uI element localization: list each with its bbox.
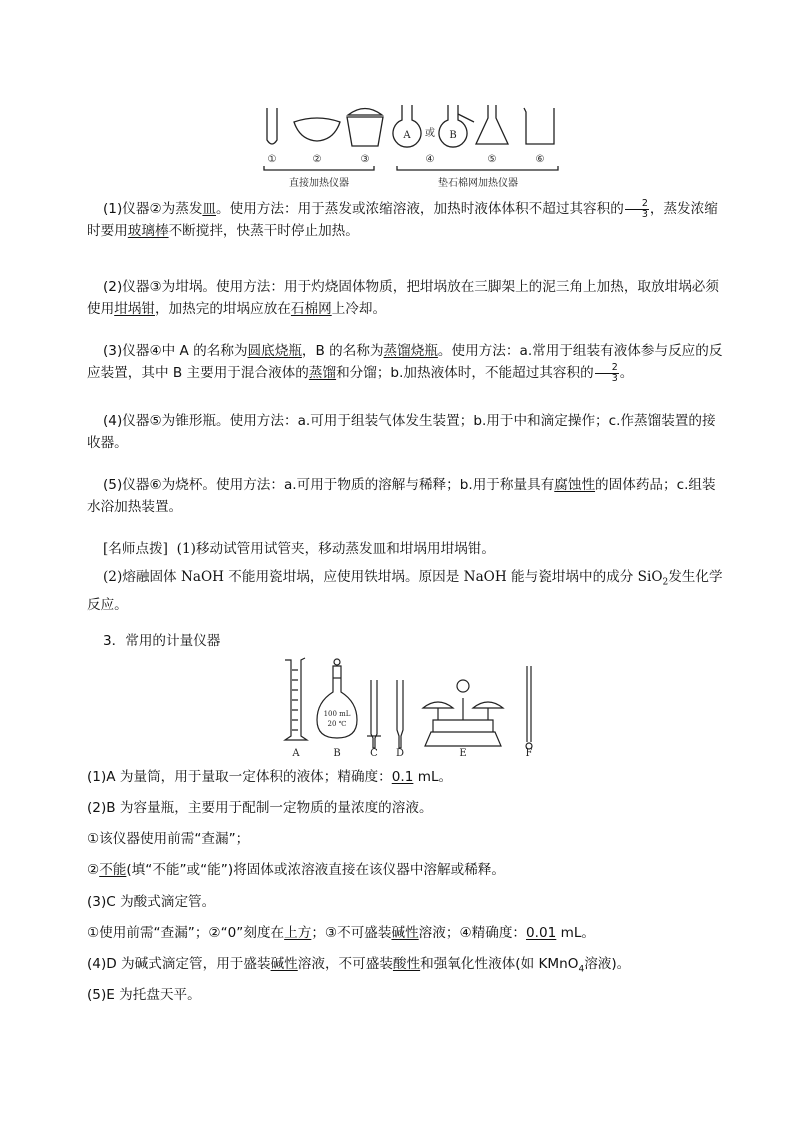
measuring-line-3: ①该仪器使用前需“查漏”；: [87, 831, 250, 847]
measuring-line-1: (1)A 为量筒，用于量取一定体积的液体；精确度：0.1 mL。: [87, 769, 453, 785]
crucible-lid-drawing: [348, 109, 382, 116]
conical-flask-drawing: [476, 105, 508, 144]
tip-label: [名师点拨]: [103, 541, 168, 557]
heating-apparatus-figure: [262, 100, 562, 196]
instrument-label: C: [370, 748, 378, 759]
paragraph-conical-flask: (4)仪器⑤为锥形瓶。使用方法：a.可用于组装气体发生装置；b.用于中和滴定操作；c.作蒸馏装置的接收器。: [87, 413, 716, 451]
measuring-line-8: (5)E 为托盘天平。: [87, 987, 201, 1003]
paragraph-evaporating-dish: (1)仪器②为蒸发皿。使用方法：用于蒸发或浓缩溶液，加热时液体体积不超过其容积的 $\frac{2}{3}$ ，蒸发浓缩时要用玻璃棒不断搅拌，快蒸干时停止加热。: [87, 197, 718, 239]
flask-volume-label: 100 mL: [323, 710, 351, 718]
paragraph-beaker: (5)仪器⑥为烧杯。使用方法：a.可用于物质的溶解与稀释；b.用于称量具有腐蚀性的固体药品；c.组装水浴加热装置。: [87, 477, 716, 515]
evaporating-dish-drawing: [294, 118, 340, 141]
measuring-line-5: (3)C 为酸式滴定管。: [87, 894, 216, 910]
fraction: $\frac{2}{3}$: [625, 199, 649, 220]
instrument-label: A: [292, 748, 300, 759]
thermometer-drawing: [527, 666, 531, 742]
instrument-label: B: [333, 748, 341, 759]
base-burette-drawing: [397, 680, 403, 748]
flask-b-label: B: [449, 130, 457, 141]
measuring-instruments-figure: [283, 656, 553, 760]
teacher-tip-1: [名师点拨] (1)移动试管用试管夹，移动蒸发皿和坩埚用坩埚钳。: [103, 541, 495, 557]
paragraph-crucible: (2)仪器③为坩埚。使用方法：用于灼烧固体物质，把坩埚放在三脚架上的泥三角上加热，取放坩埚必须使用坩埚钳，加热完的坩埚应放在石棉网上冷却。: [87, 279, 719, 317]
group2-caption: 垫石棉网加热仪器: [438, 178, 518, 189]
measuring-line-4: ②不能(填“不能”或“能”)将固体或浓溶液直接在该仪器中溶解或稀释。: [87, 862, 505, 878]
instrument-label: E: [459, 748, 467, 759]
flask-a-label: A: [403, 130, 411, 141]
group1-caption: 直接加热仪器: [289, 178, 349, 189]
figure1-number: ②: [312, 154, 322, 165]
beaker-drawing: [524, 108, 554, 144]
instrument-label: D: [395, 748, 405, 759]
section-heading-measuring: 3．常用的计量仪器: [103, 633, 221, 649]
figure1-number: ⑤: [487, 154, 497, 165]
figure1-number: ④: [425, 154, 435, 165]
or-label: 或: [425, 128, 435, 139]
measuring-line-7: (4)D 为碱式滴定管，用于盛装碱性溶液，不可盛装酸性和强氧化性液体(如 KMnO$_4$溶液)。: [87, 956, 631, 975]
acid-burette-drawing: [371, 680, 377, 748]
crucible-drawing: [347, 117, 383, 146]
measuring-line-2: (2)B 为容量瓶，主要用于配制一定物质的量浓度的溶液。: [87, 800, 433, 816]
fraction: $\frac{2}{3}$: [595, 363, 619, 384]
teacher-tip-2: (2)熔融固体 NaOH 不能用瓷坩埚，应使用铁坩埚。原因是 NaOH 能与瓷坩埚中的成分 SiO$_2$发生化学反应。: [87, 569, 723, 613]
figure1-number: ①: [267, 154, 277, 165]
paragraph-flasks: (3)仪器④中 A 的名称为圆底烧瓶，B 的名称为蒸馏烧瓶。使用方法：a.常用于组装有液体参与反应的反应装置，其中 B 主要用于混合液体的蒸馏和分馏；b.加热液体时，不能超过其容积的 $\frac{2}{3}$ 。: [87, 343, 723, 384]
instrument-label: F: [525, 748, 533, 759]
measuring-line-6: ①使用前需“查漏”；②“0”刻度在上方；③不可盛装碱性溶液；④精确度：0.01 mL。: [87, 925, 596, 941]
figure1-number: ③: [360, 154, 370, 165]
figure1-number: ⑥: [535, 154, 545, 165]
test-tube-drawing: [267, 108, 277, 144]
flask-temperature-label: 20 ℃: [327, 720, 347, 728]
balance-drawing: [425, 732, 501, 746]
